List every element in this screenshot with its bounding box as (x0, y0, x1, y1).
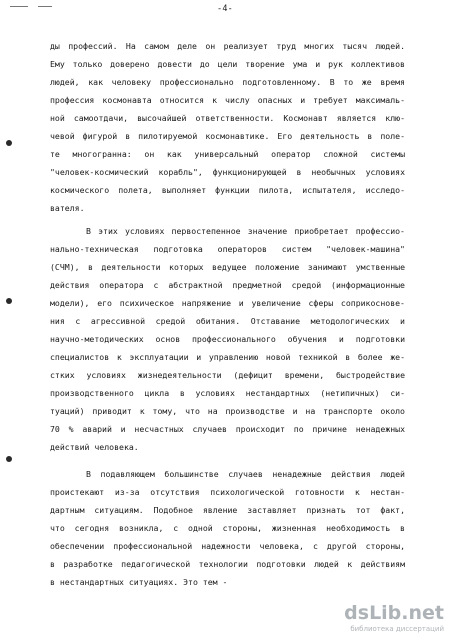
text-line: вателя. (50, 203, 85, 213)
text-line: Ему только доверено довести до цели творение ума и рук коллективов (50, 59, 405, 69)
text-line: ной самоотдачи, высочайшей ответственности. Космонавт является клю- (50, 113, 405, 123)
text-line: профессия космонавта относится к числу опасных и требует максималь- (50, 95, 405, 105)
text-line: в разработке педагогической технологии подготовки людей к действиям (50, 559, 405, 569)
scan-mark (38, 6, 52, 7)
text-line: что сегодня возникла, с одной стороны, жизненная необходимость в (50, 523, 405, 533)
text-line: людей, как человеку профессионально подготовленному. В то же время (50, 77, 405, 87)
page-number: -4- (217, 4, 233, 14)
text-line: (СЧМ), в деятельности которых ведущее положение занимают умственные (50, 262, 405, 272)
text-line: 70 % аварий и несчастных случаев происходит по причине ненадежных (50, 424, 405, 434)
text-line: действия оператора с абстрактной предметной средой (информационные (50, 280, 405, 290)
text-line: дартным ситуациям. Подобное явление заставляет признать тот факт, (50, 505, 405, 515)
scan-mark (10, 6, 28, 7)
text-line: в нестандартных ситуациях. Это тем - (50, 577, 228, 587)
text-line: производственного цикла в условиях нестандартных (нетипичных) си- (50, 388, 405, 398)
text-line: стких условиях жизнедеятельности (дефицит времени, быстродействие (50, 370, 405, 380)
punch-hole-mark (6, 456, 12, 462)
paragraph-2 (50, 222, 405, 456)
text-line: В подавляющем большинстве случаев ненадежные действия людей (86, 469, 405, 479)
site-watermark (334, 602, 444, 636)
text-line: специалистов к эксплуатации и управлению новой техникой в более же- (50, 352, 405, 362)
text-line: обеспечении профессиональной надежности человека, с другой стороны, (50, 541, 405, 551)
text-line: космического полета, выполняет функции пилота, испытателя, исследо- (50, 185, 405, 195)
paragraph-3 (50, 465, 405, 591)
text-line: чевой фигурой в пилотируемой космонавтике. Его деятельность в поле- (50, 131, 405, 141)
text-line: ния с агрессивной средой обитания. Отставание методологических и (50, 316, 405, 326)
text-line: нально-техническая подготовка операторов систем "человек-машина" (50, 244, 405, 254)
text-line: В этих условиях первостепенное значение приобретает профессио- (86, 226, 405, 236)
text-line: те многогранна: он как универсальный оператор сложной системы (50, 149, 405, 159)
text-line: модели), его психическое напряжение и увеличение сферы соприкоснове- (50, 298, 405, 308)
punch-hole-mark (6, 140, 12, 146)
paragraph-1 (50, 37, 405, 217)
text-line: ды профессий. На самом деле он реализует труд многих тысяч людей. (50, 41, 405, 51)
watermark-logo: dsLib.net (344, 602, 444, 624)
punch-hole-mark (6, 298, 12, 304)
text-line: проистекают из-за отсутствия психологической готовности к нестан- (50, 487, 405, 497)
text-line: туаций) приводит к тому, что на производстве и на транспорте около (50, 406, 405, 416)
text-line: действий человека. (50, 442, 139, 452)
watermark-subtitle: библиотека диссертаций (350, 625, 444, 633)
text-line: научно-методических основ профессионального обучения и подготовки (50, 334, 405, 344)
text-line: "человек-космический корабль", функционирующей в необычных условиях (50, 167, 405, 177)
